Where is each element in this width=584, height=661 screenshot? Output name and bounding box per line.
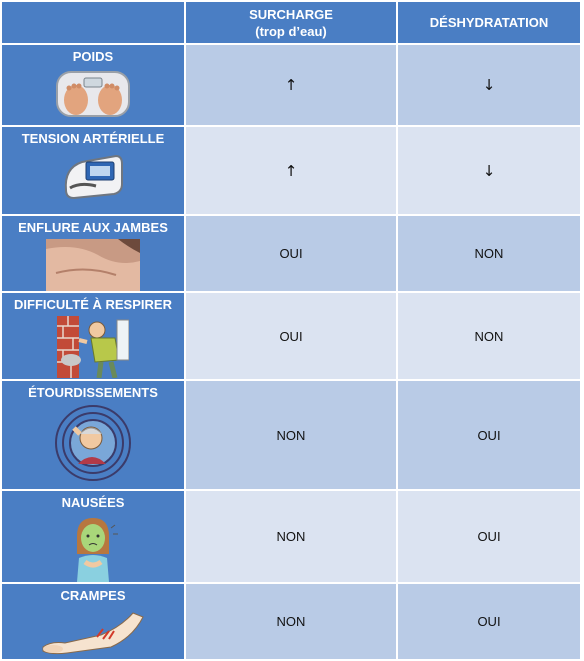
table-row (1, 126, 581, 215)
overload-value (185, 215, 397, 292)
arrow-down-icon: ↓ (482, 161, 496, 180)
breathless-person-icon (57, 316, 129, 378)
header-row (1, 1, 581, 44)
row-label-cell (1, 215, 185, 292)
answer-text: NON (276, 427, 306, 443)
answer-text: NON (474, 328, 504, 344)
nauseous-person-icon (63, 514, 123, 582)
dehydration-value (397, 583, 581, 660)
row-label: POIDS (72, 49, 114, 64)
arrow-up-icon: ↑ (284, 161, 298, 180)
dehydration-value (397, 490, 581, 583)
arrow-down-icon: ↓ (482, 76, 496, 94)
row-label-cell (1, 583, 185, 660)
dehydration-value (397, 44, 581, 126)
overload-value (185, 583, 397, 660)
table-row (1, 292, 581, 380)
blood-pressure-monitor-icon (60, 150, 126, 202)
header-corner (1, 1, 185, 44)
header-overload (185, 1, 397, 44)
arrow-up-icon: ↑ (284, 76, 298, 94)
row-label: DIFFICULTÉ À RESPIRER (14, 297, 172, 312)
dehydration-value (397, 292, 581, 380)
answer-text: OUI (477, 427, 501, 443)
overload-value (185, 126, 397, 215)
overload-value (185, 44, 397, 126)
dizzy-person-icon (52, 404, 134, 482)
table-row (1, 380, 581, 490)
row-label: ENFLURE AUX JAMBES (18, 220, 168, 235)
row-label-cell (1, 292, 185, 380)
table-row (1, 215, 581, 292)
scale-icon (53, 68, 133, 120)
header-overload-title: SURCHARGE (249, 6, 333, 22)
table-row (1, 583, 581, 660)
answer-text: NON (276, 614, 306, 629)
row-label: ÉTOURDISSEMENTS (28, 385, 158, 400)
answer-text: OUI (477, 614, 501, 629)
leg-cramp-icon (41, 607, 145, 657)
answer-text: NON (276, 529, 306, 544)
header-overload-subtitle: (trop d’eau) (255, 23, 327, 39)
answer-text: OUI (279, 328, 303, 344)
row-label-cell (1, 126, 185, 215)
table-row (1, 44, 581, 126)
row-label: NAUSÉES (61, 495, 125, 510)
overload-value (185, 380, 397, 490)
row-label-cell (1, 490, 185, 583)
dehydration-value (397, 126, 581, 215)
answer-text: OUI (279, 246, 303, 261)
answer-text: NON (474, 246, 504, 261)
header-dehydration (397, 1, 581, 44)
dehydration-value (397, 380, 581, 490)
dehydration-value (397, 215, 581, 292)
header-dehydration-title: DÉSHYDRATATION (429, 15, 549, 30)
answer-text: OUI (477, 529, 501, 544)
overload-value (185, 292, 397, 380)
row-label-cell (1, 44, 185, 126)
row-label: CRAMPES (60, 588, 126, 603)
row-label-cell (1, 380, 185, 490)
swollen-ankle-icon (46, 239, 140, 291)
table-row (1, 490, 581, 583)
row-label: TENSION ARTÉRIELLE (21, 131, 165, 146)
overload-value (185, 490, 397, 583)
